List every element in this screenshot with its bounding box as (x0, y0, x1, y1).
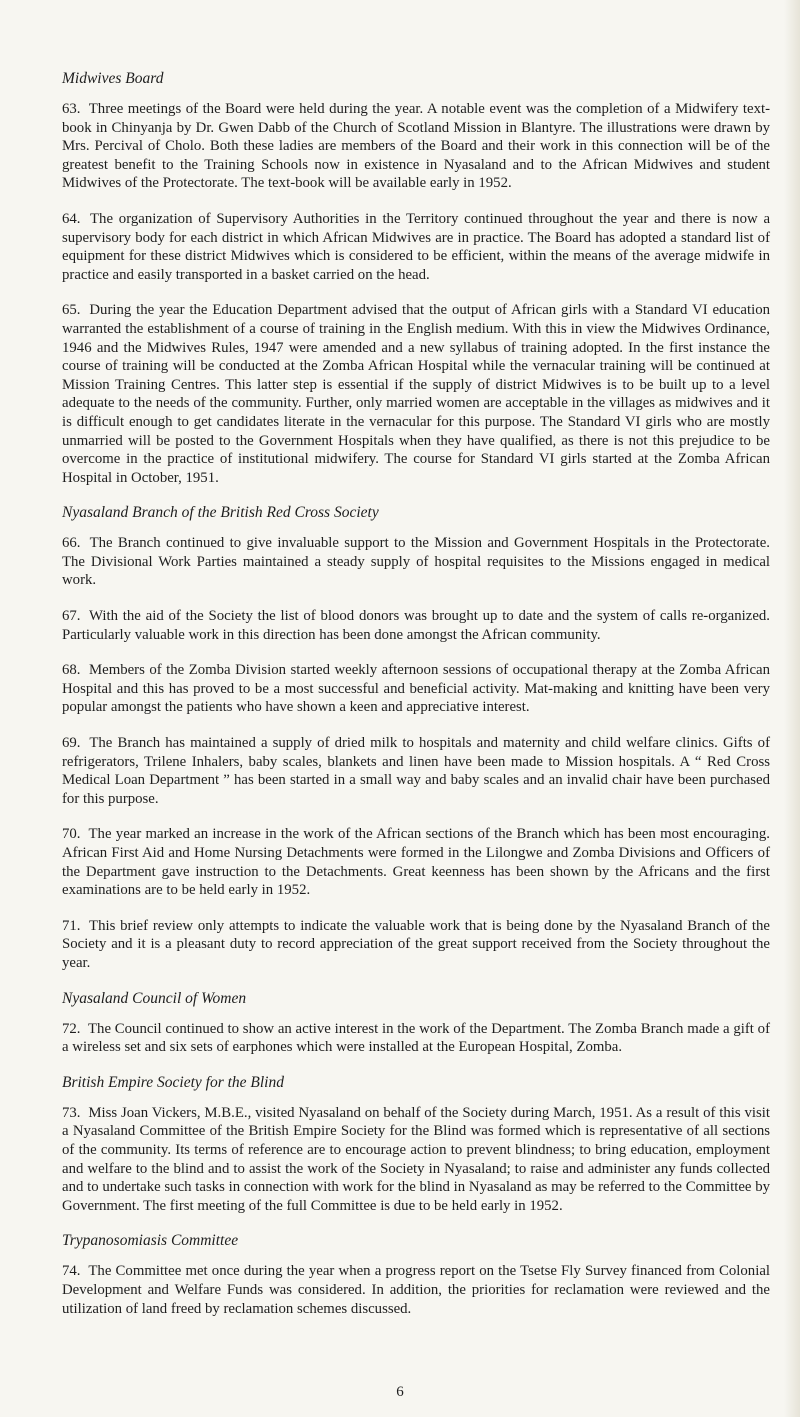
section-heading: Midwives Board (62, 70, 164, 87)
paragraph-text: The organization of Supervisory Authorities in the Territory continued throughout the year and there is now a supervisory body for each district in which African Midwives are in practice. The Board has adopted a standard list of equipment for these district Midwives which is considered to be efficient, within the means of the average midwife in practice and easily transported in a basket carried on the head. (62, 210, 771, 283)
section-heading: Nyasaland Branch of the British Red Cross Society (62, 504, 379, 522)
page-number: 6 (396, 1384, 404, 1400)
paragraph-number: 69. (62, 735, 81, 752)
paragraph (62, 100, 770, 193)
paragraph-number: 71. (62, 917, 81, 934)
paragraph (62, 917, 770, 973)
paragraph-number: 65. (62, 302, 81, 319)
paragraph-text: The Branch continued to give invaluable support to the Mission and Government Hospitals in the Protectorate. The Divisional Work Parties maintained a steady supply of hospital requisites to the Missions engaged in medical work. (62, 535, 770, 589)
paragraph-text: With the aid of the Society the list of blood donors was brought up to date and the system of calls re-organized. Particularly valuable work in this direction has been done amongst the African community. (62, 608, 770, 643)
paragraph-number: 68. (62, 662, 81, 679)
paragraph-text: Members of the Zomba Division started weekly afternoon sessions of occupational therapy at the Zomba African Hospital and this has proved to be a most successful and beneficial activity. Mat-making and knitting have been very popular amongst the patients who have shown a keen and appreciative interest. (62, 662, 770, 716)
paragraph (62, 301, 770, 487)
paragraph-text: This brief review only attempts to indicate the valuable work that is being done by the Nyasaland Branch of the Society and it is a pleasant duty to record appreciation of the great support received from the Society throughout the year. (62, 917, 771, 971)
paragraph-number: 63. (62, 101, 81, 117)
paragraph-number: 72. (62, 1020, 81, 1037)
section-heading: Trypanosomiasis Committee (62, 1232, 239, 1250)
paragraph-number: 66. (62, 535, 81, 552)
page-edge-shadow (784, 0, 800, 1417)
paragraph (62, 734, 770, 808)
paragraph (62, 1104, 770, 1216)
paragraph-number: 70. (62, 826, 81, 843)
paragraph-number: 64. (62, 210, 81, 227)
paragraph (62, 607, 770, 644)
paragraph (62, 210, 770, 284)
paragraph (62, 1262, 770, 1318)
paragraph-text: Miss Joan Vickers, M.B.E., visited Nyasaland on behalf of the Society during March, 1951. As a result of this visit a Nyasaland Committee of the British Empire Society for the Blind was formed which is representative of all sections of the community. Its terms of reference are to encourage action to prevent blindness; to bring education, employment and welfare to the blind and to assist the work of the Society in Nyasaland; to raise and administer any funds collected and to undertake such tasks in connection with work for the blind in Nyasaland as may be referred to the Committee by Government. The first meeting of the full Committee is due to be held early in 1952. (62, 1104, 770, 1214)
section-heading: Nyasaland Council of Women (62, 989, 247, 1007)
paragraph (62, 534, 770, 590)
paragraph-text: The Committee met once during the year when a progress report on the Tsetse Fly Survey financed from Colonial Development and Welfare Funds was considered. In addition, the priorities for reclamation were reviewed and the utilization of land freed by reclamation schemes discussed. (62, 1263, 770, 1317)
paragraph (62, 825, 770, 899)
section-heading: British Empire Society for the Blind (62, 1073, 284, 1091)
paragraph (62, 661, 770, 717)
paragraph (62, 1020, 770, 1057)
paragraph-text: The Council continued to show an active interest in the work of the Department. The Zomba Branch made a gift of a wireless set and six sets of earphones which were installed at the European Hospital, Zomba. (62, 1020, 771, 1056)
paragraph-text: During the year the Education Department advised that the output of African girls with a Standard VI education warranted the establishment of a course of training in the English medium. With this in view the Midwives Ordinance, 1946 and the Midwives Rules, 1947 were amended and a new syllabus of training adopted. In the first instance the course of training will be conducted at the Zomba African Hospital while the vernacular training will be continued at Mission Training Centres. This latter step is essential if the supply of district Midwives is to be built up to a level adequate to the needs of the community. Further, only married women are acceptable in the villages as midwives and it is difficult enough to get candidates literate in the vernacular for this purpose. The Standard VI girls who are mostly unmarried will be posted to the Government Hospitals when they have qualified, as there is not this prejudice to be overcome in the practice of institutional midwifery. The course for Standard VI girls started at the Zomba African Hospital in October, 1951. (62, 302, 771, 486)
paragraph-text: Three meetings of the Board were held during the year. A notable event was the completion of a Midwifery text-book in Chinyanja by Dr. Gwen Dabb of the Church of Scotland Mission in Blantyre. The illustrations were drawn by Mrs. Percival of Cholo. Both these ladies are members of the Board and their work in this connection will be of the greatest benefit to the Training Schools now in existence in Nyasaland and to the African Midwives and student Midwives of the Protectorate. The text-book will be available early in 1952. (62, 101, 771, 192)
paragraph-text: The year marked an increase in the work of the African sections of the Branch which has been most encouraging. African First Aid and Home Nursing Detachments were formed in the Lilongwe and Zomba Divisions and Officers of the Department gave instruction to the Detachments. Great keenness has been shown by the Africans and the first examinations are to be held early in 1952. (62, 826, 770, 899)
paragraph-number: 67. (62, 608, 81, 625)
paragraph-text: The Branch has maintained a supply of dried milk to hospitals and maternity and child welfare clinics. Gifts of refrigerators, Trilene Inhalers, baby scales, blankets and linen have been made to Mission hospitals. A “ Red Cross Medical Loan Department ” has been started in a small way and baby scales and an invalid chair have been purchased for this purpose. (62, 735, 770, 807)
paragraph-number: 74. (62, 1263, 81, 1280)
paragraph-number: 73. (62, 1104, 81, 1121)
